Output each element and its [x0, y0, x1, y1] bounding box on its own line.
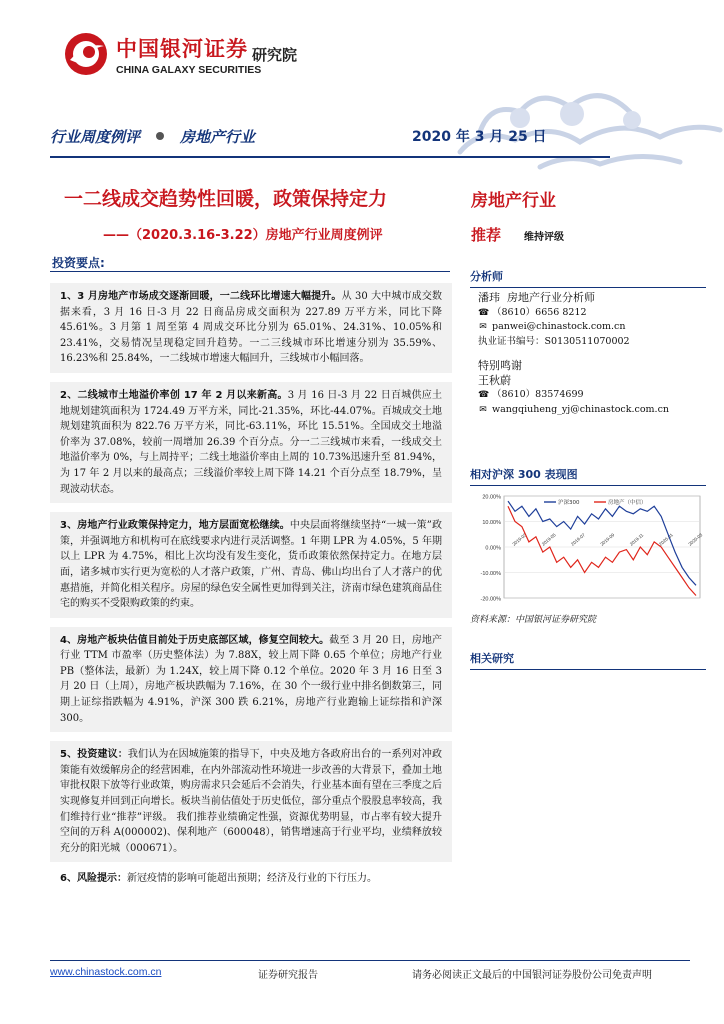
- chart-y-tick-label: -20.00%: [480, 596, 501, 603]
- banner-divider: [50, 156, 610, 158]
- key-point-1-lead: 1、3 月房地产市场成交逐渐回暖，一二线环比增速大幅提升。: [60, 291, 342, 302]
- report-date: 2020 年 3 月 25 日: [412, 129, 547, 145]
- company-name-cn: 中国银河证券: [116, 36, 248, 61]
- chart-legend-label: 沪深300: [558, 500, 580, 506]
- chart-y-tick-label: 10.00%: [482, 520, 501, 526]
- chart-x-tick-label: 2020-01: [658, 532, 674, 547]
- analyst-license-line: [478, 335, 706, 350]
- report-type: 行业周度例评: [50, 127, 141, 146]
- separator-dot-icon: [156, 132, 164, 140]
- license-number: S0130511070002: [544, 335, 630, 347]
- chart-source: 资料来源：中国银河证券研究院: [470, 615, 597, 625]
- footer-report-label: 证券研究报告: [258, 970, 318, 981]
- chart-legend-label: 房地产（中信）: [608, 500, 647, 506]
- thanks-email[interactable]: wangqiuheng_yj@chinastock.com.cn: [492, 403, 670, 415]
- rating-industry: 房地产行业: [471, 191, 556, 211]
- analyst-heading: 分析师: [470, 268, 706, 288]
- chart-y-tick-label: 20.00%: [482, 494, 501, 501]
- company-name-en: CHINA GALAXY SECURITIES: [116, 63, 262, 76]
- key-point-4-lead: 4、房地产板块估值目前处于历史底部区域，修复空间较大。: [60, 634, 330, 646]
- report-industry: 房地产行业: [180, 127, 256, 146]
- report-banner: [50, 118, 610, 154]
- thanks-phone: （8610）83574699: [492, 389, 584, 400]
- key-point-4: [50, 627, 452, 733]
- analyst-phone-line: [478, 306, 706, 321]
- related-research-panel: [470, 650, 706, 670]
- key-point-6-text: 新冠疫情的影响可能超出预期；经济及行业的下行压力。: [126, 873, 377, 885]
- analyst-name-line: [478, 291, 706, 306]
- thanks-name: 王秋蔚: [478, 373, 511, 387]
- email-icon: ✉: [479, 322, 487, 332]
- chart-x-tick-label: 2019-09: [599, 532, 616, 547]
- analyst-email[interactable]: panwei@chinastock.com.cn: [492, 321, 626, 332]
- report-subtitle: ——（2020.3.16-3.22）房地产行业周度例评: [103, 228, 383, 243]
- department-label: 研究院: [252, 46, 298, 64]
- analyst-email-line: [478, 320, 706, 335]
- relative-performance-chart: [470, 486, 706, 606]
- phone-icon: ☎: [478, 390, 490, 400]
- chart-x-tick-label: 2019-11: [628, 532, 645, 547]
- chart-series-line-1: [508, 506, 696, 595]
- phone-icon: ☎: [478, 307, 490, 318]
- thanks-email-line: [478, 403, 706, 418]
- chart-x-tick-label: 2019-03: [511, 532, 528, 547]
- chart-heading: 相对沪深 300 表现图: [470, 466, 706, 486]
- chart-y-tick-label: 0.00%: [485, 545, 501, 552]
- key-point-3-lead: 3、房地产行业政策保持定力，地方层面宽松继续。: [60, 520, 290, 532]
- footer-website-link[interactable]: www.chinastock.com.cn: [50, 966, 162, 978]
- key-point-5-text: 我们认为在因城施策的指导下，中央及地方各政府出台的一系列对冲政策能有效缓解房企的经营困难，在内外部流动性环境进一步改善的大背景下，叠加土地审批权限下放等行业政策，购房需求只会延后不会消失，行业基本面有望在三季度之后实现修复并回到正向增长。板块当前估值处于历史低位，部分重点个股股息率较高，我们维持行业“推荐”评级。 我们推荐业绩确定性强，资源优势明显，市占率有较大提升空间的万科 A(000002)、保利地产（600048），销售增速高于行业平均，业绩释放较充分的阳光城（000671）。: [60, 749, 443, 854]
- thanks-phone-line: [478, 388, 706, 403]
- analyst-panel: [470, 268, 706, 417]
- email-icon: ✉: [479, 404, 487, 415]
- galaxy-logo-icon: [62, 30, 110, 78]
- footer-disclaimer: 请务必阅读正文最后的中国银河证券股份公司免责声明: [412, 970, 652, 981]
- chart-x-tick-label: 2019-07: [570, 532, 586, 547]
- key-point-2: [50, 382, 452, 503]
- key-point-2-lead: 2、二线城市土地溢价率创 17 年 2 月以来新高。: [60, 389, 288, 401]
- footer-divider: [50, 960, 690, 961]
- key-point-3: [50, 512, 452, 618]
- key-point-6-lead: 6、风险提示：: [60, 873, 127, 885]
- related-heading: 相关研究: [470, 650, 706, 670]
- key-point-1: [50, 283, 452, 373]
- key-point-1-text: 从 30 大中城市成交数据来看，3 月 16 日-3 月 22 日商品房成交面积为 227.89 万平方米，同比下降 45.61%。3 月第 1 周至第 4 周成交环比分别为 65.01%、24.31%、10.05%和 23.41%，交易情况呈现稳定回升趋势。一二三线城市环比增速分别为 35.59%、16.23%和 25.84%，一二线城市增速大幅回升，三线城市小幅回落。: [60, 291, 442, 365]
- relative-performance-chart-panel: [470, 466, 706, 625]
- key-point-6: [50, 871, 452, 893]
- key-points-list: [50, 283, 452, 893]
- key-point-2-text: 3 月 16 日-3 月 22 日百城供应土地规划建筑面积为 1724.49 万平方米，同比-21.35%，环比-44.07%。百城成交土地规划建筑面积为 822.76 万平方米，同比-63.11%，环比 15.51%。全国成交土地溢价率为 37.08%，较前一周增加 26.39 个百分点。分一二三线城市来看，一线成交土地溢价率为 0%，与上周持平；二线土地溢价率由上周的 10.73%迅速升至 81.94%，为 17 年 2 月以来的最高点；三线溢价率较上周下降 14.21 个百分点至 18.79%，呈现波动状态。: [60, 389, 442, 495]
- analyst-name: 潘玮: [478, 291, 500, 304]
- chart-x-tick-label: 2020-03: [687, 532, 704, 547]
- key-point-3-text: 中央层面将继续坚持“一城一策”政策，并强调地方和机构可在底线要求内进行灵活调整。1 年期 LPR 为 4.05%，5 年期以上 LPR 为 4.75%，相比上次均没有发生变化，货币政策依然保持定力。在地方层面，诸多城市实行更为宽松的人才落户政策，广州、青岛、佛山均出台了人才落户的优惠措施，并简化相关程序。房屋的绿色安全属性更加得到关注，济南市绿色建筑商品住宅的购买不受限购政策的约束。: [60, 520, 442, 610]
- key-point-5: [50, 741, 452, 862]
- rating-maintain: 维持评级: [524, 232, 564, 243]
- report-title: 一二线成交趋势性回暖，政策保持定力: [64, 188, 388, 210]
- analyst-phone: （8610）6656 8212: [492, 306, 587, 318]
- rating-recommendation: 推荐: [471, 226, 502, 244]
- key-points-divider: [50, 271, 450, 272]
- analyst-role: 房地产行业分析师: [507, 291, 595, 304]
- chart-y-tick-label: -10.00%: [480, 571, 501, 577]
- company-logo: [62, 30, 261, 78]
- license-label: 执业证书编号：: [478, 335, 545, 347]
- key-point-4-text: 截至 3 月 20 日，房地产行业 TTM 市盈率（历史整体法）为 7.88X，较上周下降 0.65 个单位；房地产行业 PB（整体法，最新）为 1.24X，较上周下降 0.12 个单位。2020 年 3 月 16 日至 3 月 20 日（上周），房地产板块跌幅为 7.16%，在 30 个一级行业中排名倒数第三，同期上证综指跌幅为 4.91%，沪深 300 跌 6.21%，房地产行业跑输上证综指和沪深 300。: [60, 634, 442, 724]
- thanks-label: 特别鸣谢: [478, 359, 522, 372]
- chart-x-tick-label: 2019-05: [540, 532, 557, 547]
- key-point-5-lead: 5、投资建议：: [60, 749, 128, 761]
- key-points-heading: 投资要点:: [52, 256, 105, 270]
